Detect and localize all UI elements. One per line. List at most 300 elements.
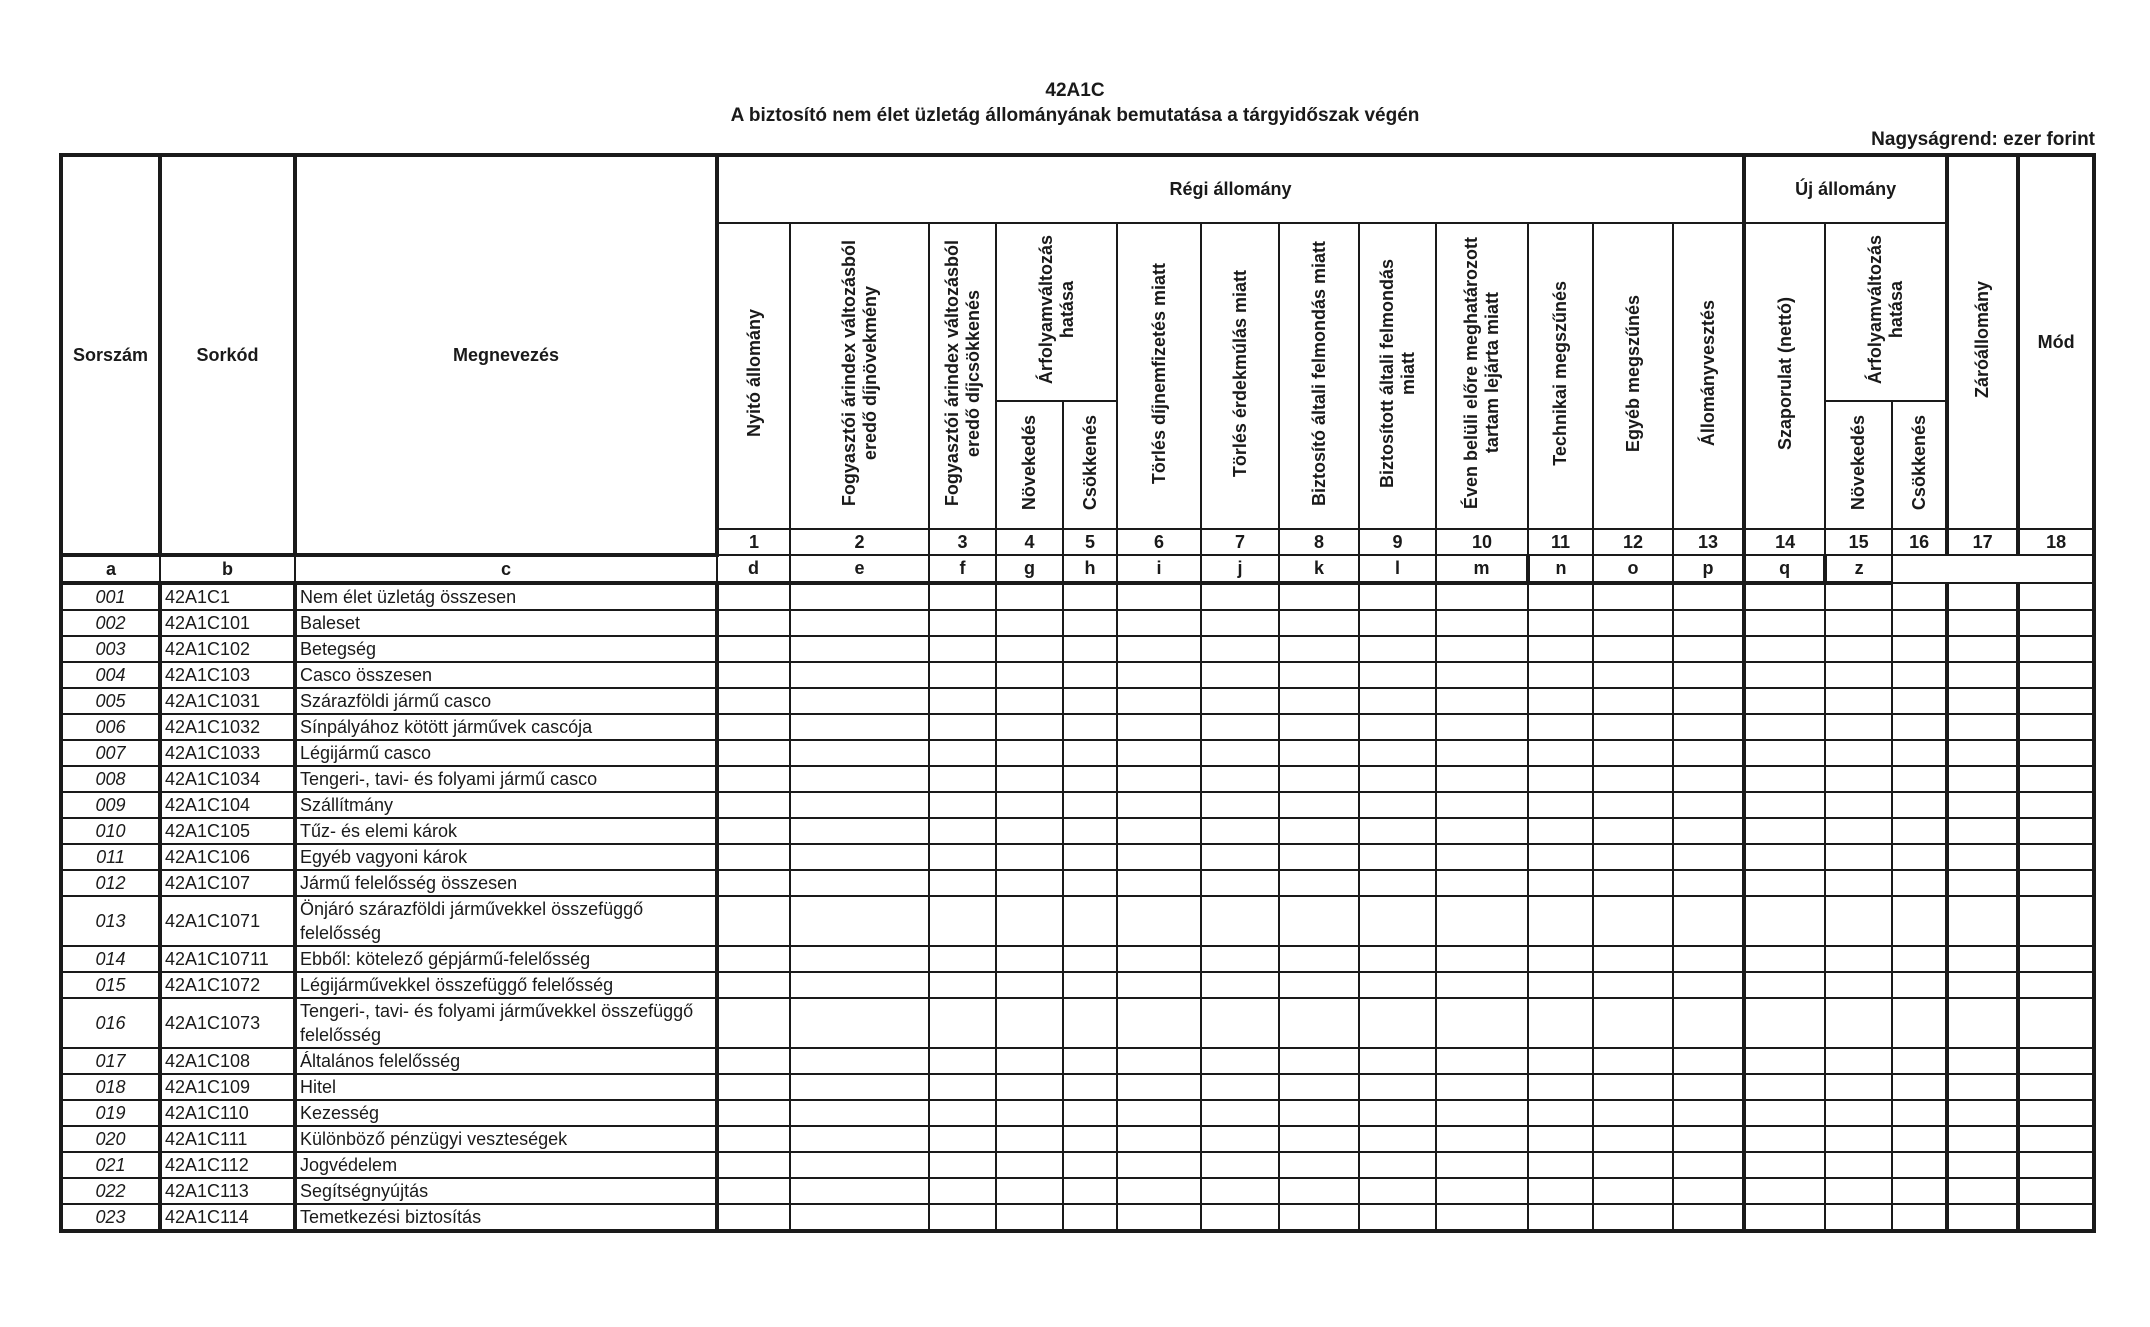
data-cell[interactable] bbox=[1279, 1100, 1359, 1126]
data-cell[interactable] bbox=[1359, 896, 1436, 946]
data-cell[interactable] bbox=[1063, 1152, 1117, 1178]
data-cell[interactable] bbox=[1744, 818, 1825, 844]
data-cell[interactable] bbox=[790, 714, 929, 740]
data-cell[interactable] bbox=[2018, 1048, 2094, 1074]
data-cell[interactable] bbox=[1673, 1048, 1744, 1074]
data-cell[interactable] bbox=[1892, 714, 1947, 740]
data-cell[interactable] bbox=[1201, 740, 1279, 766]
data-cell[interactable] bbox=[1201, 870, 1279, 896]
data-cell[interactable] bbox=[1892, 896, 1947, 946]
data-cell[interactable] bbox=[1593, 792, 1673, 818]
data-cell[interactable] bbox=[1892, 844, 1947, 870]
data-cell[interactable] bbox=[1359, 1048, 1436, 1074]
data-cell[interactable] bbox=[1593, 818, 1673, 844]
data-cell[interactable] bbox=[1436, 844, 1528, 870]
data-cell[interactable] bbox=[1201, 583, 1279, 610]
data-cell[interactable] bbox=[717, 844, 790, 870]
data-cell[interactable] bbox=[1063, 662, 1117, 688]
data-cell[interactable] bbox=[929, 1178, 996, 1204]
data-cell[interactable] bbox=[790, 818, 929, 844]
data-cell[interactable] bbox=[1117, 946, 1201, 972]
data-cell[interactable] bbox=[717, 636, 790, 662]
data-cell[interactable] bbox=[1947, 714, 2018, 740]
data-cell[interactable] bbox=[1744, 1126, 1825, 1152]
data-cell[interactable] bbox=[1279, 740, 1359, 766]
data-cell[interactable] bbox=[1673, 946, 1744, 972]
data-cell[interactable] bbox=[1063, 1178, 1117, 1204]
data-cell[interactable] bbox=[1825, 870, 1892, 896]
data-cell[interactable] bbox=[1436, 946, 1528, 972]
data-cell[interactable] bbox=[996, 1100, 1063, 1126]
data-cell[interactable] bbox=[996, 844, 1063, 870]
data-cell[interactable] bbox=[1279, 636, 1359, 662]
data-cell[interactable] bbox=[1825, 1100, 1892, 1126]
data-cell[interactable] bbox=[1892, 1204, 1947, 1231]
data-cell[interactable] bbox=[1528, 946, 1593, 972]
data-cell[interactable] bbox=[1892, 1048, 1947, 1074]
data-cell[interactable] bbox=[1947, 818, 2018, 844]
data-cell[interactable] bbox=[1117, 766, 1201, 792]
data-cell[interactable] bbox=[1825, 636, 1892, 662]
data-cell[interactable] bbox=[1744, 972, 1825, 998]
data-cell[interactable] bbox=[1892, 1100, 1947, 1126]
data-cell[interactable] bbox=[1279, 792, 1359, 818]
data-cell[interactable] bbox=[1063, 870, 1117, 896]
data-cell[interactable] bbox=[1673, 714, 1744, 740]
data-cell[interactable] bbox=[1359, 662, 1436, 688]
data-cell[interactable] bbox=[790, 946, 929, 972]
data-cell[interactable] bbox=[1359, 583, 1436, 610]
data-cell[interactable] bbox=[1528, 1100, 1593, 1126]
data-cell[interactable] bbox=[996, 662, 1063, 688]
data-cell[interactable] bbox=[717, 946, 790, 972]
data-cell[interactable] bbox=[1947, 688, 2018, 714]
data-cell[interactable] bbox=[1744, 1074, 1825, 1100]
data-cell[interactable] bbox=[2018, 792, 2094, 818]
data-cell[interactable] bbox=[1279, 662, 1359, 688]
data-cell[interactable] bbox=[1892, 636, 1947, 662]
data-cell[interactable] bbox=[1892, 688, 1947, 714]
data-cell[interactable] bbox=[929, 766, 996, 792]
data-cell[interactable] bbox=[1117, 998, 1201, 1048]
data-cell[interactable] bbox=[1279, 844, 1359, 870]
data-cell[interactable] bbox=[1117, 1048, 1201, 1074]
data-cell[interactable] bbox=[1279, 998, 1359, 1048]
data-cell[interactable] bbox=[1528, 740, 1593, 766]
data-cell[interactable] bbox=[1279, 818, 1359, 844]
data-cell[interactable] bbox=[2018, 818, 2094, 844]
data-cell[interactable] bbox=[929, 1126, 996, 1152]
data-cell[interactable] bbox=[1201, 818, 1279, 844]
data-cell[interactable] bbox=[1201, 946, 1279, 972]
data-cell[interactable] bbox=[996, 896, 1063, 946]
data-cell[interactable] bbox=[1117, 1100, 1201, 1126]
data-cell[interactable] bbox=[1359, 714, 1436, 740]
data-cell[interactable] bbox=[1673, 1126, 1744, 1152]
data-cell[interactable] bbox=[1744, 870, 1825, 896]
data-cell[interactable] bbox=[1436, 1126, 1528, 1152]
data-cell[interactable] bbox=[717, 1100, 790, 1126]
data-cell[interactable] bbox=[1593, 1048, 1673, 1074]
data-cell[interactable] bbox=[1359, 1152, 1436, 1178]
data-cell[interactable] bbox=[790, 896, 929, 946]
data-cell[interactable] bbox=[1593, 844, 1673, 870]
data-cell[interactable] bbox=[1892, 998, 1947, 1048]
data-cell[interactable] bbox=[1892, 818, 1947, 844]
data-cell[interactable] bbox=[996, 688, 1063, 714]
data-cell[interactable] bbox=[1436, 998, 1528, 1048]
data-cell[interactable] bbox=[790, 740, 929, 766]
data-cell[interactable] bbox=[1593, 610, 1673, 636]
data-cell[interactable] bbox=[1673, 662, 1744, 688]
data-cell[interactable] bbox=[1593, 1204, 1673, 1231]
data-cell[interactable] bbox=[996, 610, 1063, 636]
data-cell[interactable] bbox=[717, 1178, 790, 1204]
data-cell[interactable] bbox=[1359, 1178, 1436, 1204]
data-cell[interactable] bbox=[1825, 610, 1892, 636]
data-cell[interactable] bbox=[1436, 583, 1528, 610]
data-cell[interactable] bbox=[996, 1126, 1063, 1152]
data-cell[interactable] bbox=[717, 740, 790, 766]
data-cell[interactable] bbox=[1673, 972, 1744, 998]
data-cell[interactable] bbox=[929, 896, 996, 946]
data-cell[interactable] bbox=[1063, 818, 1117, 844]
data-cell[interactable] bbox=[2018, 662, 2094, 688]
data-cell[interactable] bbox=[1947, 662, 2018, 688]
data-cell[interactable] bbox=[1117, 610, 1201, 636]
data-cell[interactable] bbox=[2018, 740, 2094, 766]
data-cell[interactable] bbox=[1673, 636, 1744, 662]
data-cell[interactable] bbox=[1359, 1204, 1436, 1231]
data-cell[interactable] bbox=[1201, 1074, 1279, 1100]
data-cell[interactable] bbox=[1359, 998, 1436, 1048]
data-cell[interactable] bbox=[1744, 610, 1825, 636]
data-cell[interactable] bbox=[929, 662, 996, 688]
data-cell[interactable] bbox=[1063, 610, 1117, 636]
data-cell[interactable] bbox=[996, 766, 1063, 792]
data-cell[interactable] bbox=[1673, 583, 1744, 610]
data-cell[interactable] bbox=[1436, 896, 1528, 946]
data-cell[interactable] bbox=[1359, 818, 1436, 844]
data-cell[interactable] bbox=[1063, 844, 1117, 870]
data-cell[interactable] bbox=[1825, 818, 1892, 844]
data-cell[interactable] bbox=[1825, 792, 1892, 818]
data-cell[interactable] bbox=[1436, 1204, 1528, 1231]
data-cell[interactable] bbox=[1359, 792, 1436, 818]
data-cell[interactable] bbox=[1359, 688, 1436, 714]
data-cell[interactable] bbox=[2018, 1204, 2094, 1231]
data-cell[interactable] bbox=[1744, 998, 1825, 1048]
data-cell[interactable] bbox=[1744, 662, 1825, 688]
data-cell[interactable] bbox=[1673, 610, 1744, 636]
data-cell[interactable] bbox=[1825, 1152, 1892, 1178]
data-cell[interactable] bbox=[1673, 766, 1744, 792]
data-cell[interactable] bbox=[1117, 740, 1201, 766]
data-cell[interactable] bbox=[1279, 583, 1359, 610]
data-cell[interactable] bbox=[1117, 792, 1201, 818]
data-cell[interactable] bbox=[1673, 998, 1744, 1048]
data-cell[interactable] bbox=[1063, 1100, 1117, 1126]
data-cell[interactable] bbox=[1947, 740, 2018, 766]
data-cell[interactable] bbox=[1436, 662, 1528, 688]
data-cell[interactable] bbox=[1279, 610, 1359, 636]
data-cell[interactable] bbox=[1436, 714, 1528, 740]
data-cell[interactable] bbox=[1947, 1074, 2018, 1100]
data-cell[interactable] bbox=[996, 1178, 1063, 1204]
data-cell[interactable] bbox=[1279, 1048, 1359, 1074]
data-cell[interactable] bbox=[929, 610, 996, 636]
data-cell[interactable] bbox=[929, 636, 996, 662]
data-cell[interactable] bbox=[2018, 870, 2094, 896]
data-cell[interactable] bbox=[790, 1178, 929, 1204]
data-cell[interactable] bbox=[1201, 1100, 1279, 1126]
data-cell[interactable] bbox=[1528, 870, 1593, 896]
data-cell[interactable] bbox=[1201, 662, 1279, 688]
data-cell[interactable] bbox=[717, 583, 790, 610]
data-cell[interactable] bbox=[1673, 792, 1744, 818]
data-cell[interactable] bbox=[1825, 714, 1892, 740]
data-cell[interactable] bbox=[1201, 1152, 1279, 1178]
data-cell[interactable] bbox=[1744, 946, 1825, 972]
data-cell[interactable] bbox=[1279, 1204, 1359, 1231]
data-cell[interactable] bbox=[996, 583, 1063, 610]
data-cell[interactable] bbox=[1359, 946, 1436, 972]
data-cell[interactable] bbox=[1892, 1126, 1947, 1152]
data-cell[interactable] bbox=[996, 818, 1063, 844]
data-cell[interactable] bbox=[996, 1048, 1063, 1074]
data-cell[interactable] bbox=[1528, 792, 1593, 818]
data-cell[interactable] bbox=[1201, 792, 1279, 818]
data-cell[interactable] bbox=[1436, 636, 1528, 662]
data-cell[interactable] bbox=[1947, 946, 2018, 972]
data-cell[interactable] bbox=[1279, 1126, 1359, 1152]
data-cell[interactable] bbox=[1892, 1152, 1947, 1178]
data-cell[interactable] bbox=[1063, 792, 1117, 818]
data-cell[interactable] bbox=[1436, 818, 1528, 844]
data-cell[interactable] bbox=[1892, 946, 1947, 972]
data-cell[interactable] bbox=[996, 998, 1063, 1048]
data-cell[interactable] bbox=[1947, 1152, 2018, 1178]
data-cell[interactable] bbox=[996, 1152, 1063, 1178]
data-cell[interactable] bbox=[1201, 1178, 1279, 1204]
data-cell[interactable] bbox=[996, 740, 1063, 766]
data-cell[interactable] bbox=[790, 1126, 929, 1152]
data-cell[interactable] bbox=[717, 972, 790, 998]
data-cell[interactable] bbox=[1117, 972, 1201, 998]
data-cell[interactable] bbox=[1673, 1152, 1744, 1178]
data-cell[interactable] bbox=[1063, 766, 1117, 792]
data-cell[interactable] bbox=[2018, 610, 2094, 636]
data-cell[interactable] bbox=[717, 1048, 790, 1074]
data-cell[interactable] bbox=[1673, 870, 1744, 896]
data-cell[interactable] bbox=[717, 870, 790, 896]
data-cell[interactable] bbox=[1436, 1074, 1528, 1100]
data-cell[interactable] bbox=[1528, 662, 1593, 688]
data-cell[interactable] bbox=[1279, 714, 1359, 740]
data-cell[interactable] bbox=[929, 792, 996, 818]
data-cell[interactable] bbox=[1892, 766, 1947, 792]
data-cell[interactable] bbox=[717, 818, 790, 844]
data-cell[interactable] bbox=[1892, 792, 1947, 818]
data-cell[interactable] bbox=[2018, 1100, 2094, 1126]
data-cell[interactable] bbox=[790, 1204, 929, 1231]
data-cell[interactable] bbox=[1117, 1204, 1201, 1231]
data-cell[interactable] bbox=[1063, 896, 1117, 946]
data-cell[interactable] bbox=[1436, 1048, 1528, 1074]
data-cell[interactable] bbox=[1201, 766, 1279, 792]
data-cell[interactable] bbox=[1593, 972, 1673, 998]
data-cell[interactable] bbox=[1279, 972, 1359, 998]
data-cell[interactable] bbox=[1744, 1100, 1825, 1126]
data-cell[interactable] bbox=[1825, 1204, 1892, 1231]
data-cell[interactable] bbox=[790, 583, 929, 610]
data-cell[interactable] bbox=[1892, 610, 1947, 636]
data-cell[interactable] bbox=[996, 1074, 1063, 1100]
data-cell[interactable] bbox=[1593, 1126, 1673, 1152]
data-cell[interactable] bbox=[1593, 998, 1673, 1048]
data-cell[interactable] bbox=[1947, 792, 2018, 818]
data-cell[interactable] bbox=[2018, 688, 2094, 714]
data-cell[interactable] bbox=[1279, 1074, 1359, 1100]
data-cell[interactable] bbox=[929, 972, 996, 998]
data-cell[interactable] bbox=[1947, 896, 2018, 946]
data-cell[interactable] bbox=[1117, 1126, 1201, 1152]
data-cell[interactable] bbox=[1593, 1178, 1673, 1204]
data-cell[interactable] bbox=[1825, 740, 1892, 766]
data-cell[interactable] bbox=[1593, 688, 1673, 714]
data-cell[interactable] bbox=[1279, 766, 1359, 792]
data-cell[interactable] bbox=[929, 1152, 996, 1178]
data-cell[interactable] bbox=[717, 688, 790, 714]
data-cell[interactable] bbox=[2018, 1178, 2094, 1204]
data-cell[interactable] bbox=[1825, 688, 1892, 714]
data-cell[interactable] bbox=[790, 998, 929, 1048]
data-cell[interactable] bbox=[1359, 1100, 1436, 1126]
data-cell[interactable] bbox=[1947, 583, 2018, 610]
data-cell[interactable] bbox=[1201, 714, 1279, 740]
data-cell[interactable] bbox=[1117, 1178, 1201, 1204]
data-cell[interactable] bbox=[1201, 998, 1279, 1048]
data-cell[interactable] bbox=[717, 998, 790, 1048]
data-cell[interactable] bbox=[1436, 766, 1528, 792]
data-cell[interactable] bbox=[1947, 1100, 2018, 1126]
data-cell[interactable] bbox=[996, 1204, 1063, 1231]
data-cell[interactable] bbox=[1673, 1074, 1744, 1100]
data-cell[interactable] bbox=[790, 610, 929, 636]
data-cell[interactable] bbox=[1825, 844, 1892, 870]
data-cell[interactable] bbox=[1436, 740, 1528, 766]
data-cell[interactable] bbox=[1063, 714, 1117, 740]
data-cell[interactable] bbox=[1436, 1178, 1528, 1204]
data-cell[interactable] bbox=[2018, 714, 2094, 740]
data-cell[interactable] bbox=[1528, 998, 1593, 1048]
data-cell[interactable] bbox=[1744, 1048, 1825, 1074]
data-cell[interactable] bbox=[1892, 1178, 1947, 1204]
data-cell[interactable] bbox=[1593, 946, 1673, 972]
data-cell[interactable] bbox=[1947, 844, 2018, 870]
data-cell[interactable] bbox=[1673, 1178, 1744, 1204]
data-cell[interactable] bbox=[1436, 1100, 1528, 1126]
data-cell[interactable] bbox=[1279, 1178, 1359, 1204]
data-cell[interactable] bbox=[790, 870, 929, 896]
data-cell[interactable] bbox=[1063, 1126, 1117, 1152]
data-cell[interactable] bbox=[929, 714, 996, 740]
data-cell[interactable] bbox=[1892, 662, 1947, 688]
data-cell[interactable] bbox=[1593, 1074, 1673, 1100]
data-cell[interactable] bbox=[1117, 818, 1201, 844]
data-cell[interactable] bbox=[1279, 688, 1359, 714]
data-cell[interactable] bbox=[1063, 583, 1117, 610]
data-cell[interactable] bbox=[790, 972, 929, 998]
data-cell[interactable] bbox=[1744, 636, 1825, 662]
data-cell[interactable] bbox=[790, 844, 929, 870]
data-cell[interactable] bbox=[1063, 946, 1117, 972]
data-cell[interactable] bbox=[1744, 1152, 1825, 1178]
data-cell[interactable] bbox=[929, 998, 996, 1048]
data-cell[interactable] bbox=[929, 818, 996, 844]
data-cell[interactable] bbox=[1359, 740, 1436, 766]
data-cell[interactable] bbox=[790, 1152, 929, 1178]
data-cell[interactable] bbox=[1201, 972, 1279, 998]
data-cell[interactable] bbox=[1947, 766, 2018, 792]
data-cell[interactable] bbox=[1744, 688, 1825, 714]
data-cell[interactable] bbox=[1436, 792, 1528, 818]
data-cell[interactable] bbox=[1892, 740, 1947, 766]
data-cell[interactable] bbox=[1744, 1204, 1825, 1231]
data-cell[interactable] bbox=[1117, 583, 1201, 610]
data-cell[interactable] bbox=[717, 1152, 790, 1178]
data-cell[interactable] bbox=[2018, 998, 2094, 1048]
data-cell[interactable] bbox=[717, 662, 790, 688]
data-cell[interactable] bbox=[1947, 1178, 2018, 1204]
data-cell[interactable] bbox=[1593, 740, 1673, 766]
data-cell[interactable] bbox=[1825, 896, 1892, 946]
data-cell[interactable] bbox=[1436, 972, 1528, 998]
data-cell[interactable] bbox=[1359, 1126, 1436, 1152]
data-cell[interactable] bbox=[1744, 792, 1825, 818]
data-cell[interactable] bbox=[1063, 688, 1117, 714]
data-cell[interactable] bbox=[1117, 844, 1201, 870]
data-cell[interactable] bbox=[1359, 1074, 1436, 1100]
data-cell[interactable] bbox=[929, 583, 996, 610]
data-cell[interactable] bbox=[717, 766, 790, 792]
data-cell[interactable] bbox=[1117, 662, 1201, 688]
data-cell[interactable] bbox=[1593, 1152, 1673, 1178]
data-cell[interactable] bbox=[1673, 688, 1744, 714]
data-cell[interactable] bbox=[1117, 714, 1201, 740]
data-cell[interactable] bbox=[790, 636, 929, 662]
data-cell[interactable] bbox=[996, 946, 1063, 972]
data-cell[interactable] bbox=[1892, 972, 1947, 998]
data-cell[interactable] bbox=[1201, 844, 1279, 870]
data-cell[interactable] bbox=[2018, 972, 2094, 998]
data-cell[interactable] bbox=[790, 1074, 929, 1100]
data-cell[interactable] bbox=[1744, 714, 1825, 740]
data-cell[interactable] bbox=[1359, 870, 1436, 896]
data-cell[interactable] bbox=[1673, 740, 1744, 766]
data-cell[interactable] bbox=[1436, 688, 1528, 714]
data-cell[interactable] bbox=[2018, 1074, 2094, 1100]
data-cell[interactable] bbox=[1063, 998, 1117, 1048]
data-cell[interactable] bbox=[1528, 1048, 1593, 1074]
data-cell[interactable] bbox=[929, 1074, 996, 1100]
data-cell[interactable] bbox=[1528, 583, 1593, 610]
data-cell[interactable] bbox=[717, 1074, 790, 1100]
data-cell[interactable] bbox=[1528, 714, 1593, 740]
data-cell[interactable] bbox=[790, 662, 929, 688]
data-cell[interactable] bbox=[2018, 844, 2094, 870]
data-cell[interactable] bbox=[1825, 998, 1892, 1048]
